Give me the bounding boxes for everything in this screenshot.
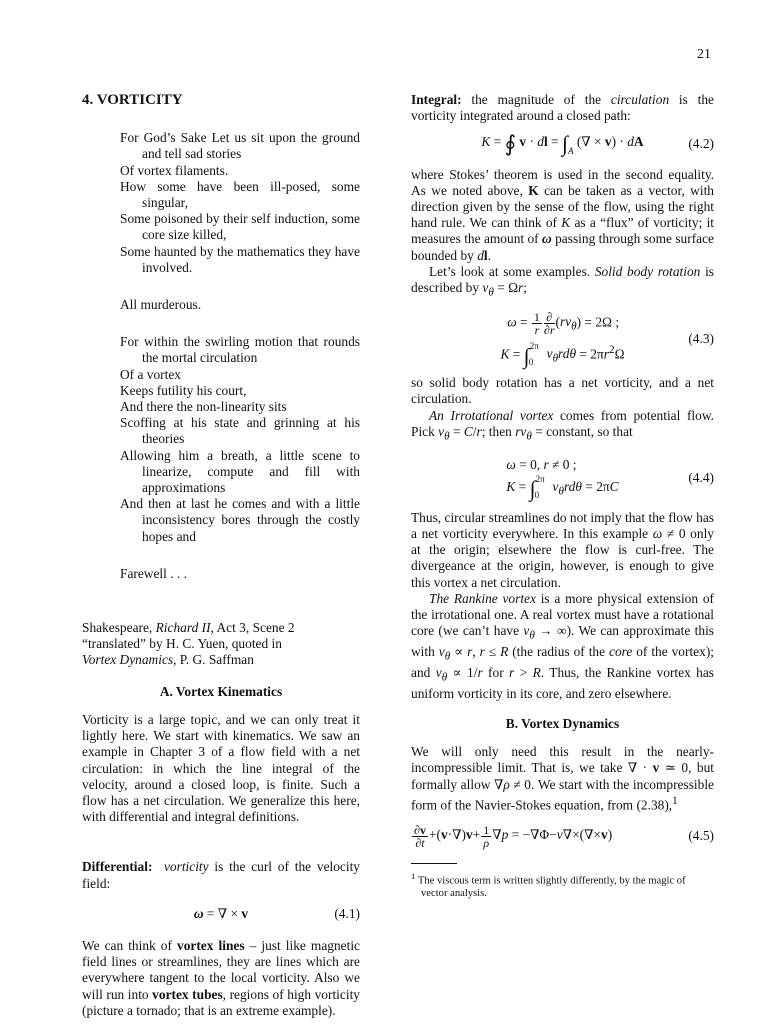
paragraph: where Stokes’ theorem is used in the second equality. As we noted above, K can be taken as a vector, with direction given by the sense of the flow, using the right hand rule. We can think of K as a “flux” of vorticity; it measures the amount of ω passing through some surface bounded by dl.	[411, 166, 715, 263]
poem-line: Keeps futility his court,	[120, 382, 247, 398]
footnote-text: The viscous term is written slightly differently, by the magic of vector analysis.	[417, 875, 686, 900]
text: = constant, so that	[531, 423, 633, 439]
equation-number: (4.1)	[334, 905, 360, 921]
definition-term: circulation	[610, 92, 670, 107]
text: can be taken as a vector, with direction given by the sense of the flow, using the right hand rule. We can think of	[411, 182, 714, 231]
attrib-play-title: Richard II	[155, 620, 211, 636]
poem-line: All murderous.	[120, 297, 202, 313]
footnote-divider	[411, 863, 457, 864]
attrib-text: , Act 3, Scene 2	[210, 620, 295, 636]
text: is the vorticity integrated around a closed path:	[411, 92, 714, 124]
footnote	[411, 870, 714, 901]
poem-stanza-1	[120, 130, 360, 276]
text: . We start with the incompressible form of the Navier-Stokes equation, from (2.38),	[411, 776, 714, 813]
attribution	[82, 620, 360, 669]
equation-4-3	[411, 311, 714, 367]
text: We will only need this result in the nearly-incompressible limit. That is, we take	[411, 744, 714, 776]
poem-stanza-3	[120, 334, 360, 545]
equation-body: K = ∮ v · dl = $\int_A$ (∇ × v) · dA	[481, 131, 644, 157]
poem-line: And then at last he comes and with a little inconsistency bores through the costly hopes and	[120, 496, 360, 544]
equation-4-4	[411, 457, 714, 500]
paragraph: Let’s look at some examples. Solid body rotation is described by $v_\theta = \Omega r$;	[411, 263, 714, 299]
poem-line: For God’s Sake Let us sit upon the ground and tell sad stories	[120, 130, 360, 162]
definition-label: Differential:	[82, 859, 153, 875]
text: , regions of high vorticity (picture a tornado; that is an extreme example).	[82, 986, 360, 1018]
poem-line: Some haunted by the mathematics they have involved.	[120, 243, 360, 275]
text: Let’s look at some examples.	[429, 263, 595, 279]
right-column	[411, 88, 714, 900]
equation-number: (4.2)	[688, 135, 714, 151]
term-vortex-tubes: vortex tubes	[152, 986, 223, 1002]
text: is a more physical extension of the irrotational one. A real vortex must have a rotational core (we can’t have	[411, 590, 714, 639]
poem-line: Of vortex filaments.	[120, 162, 229, 178]
definition-term: vorticity	[163, 859, 209, 875]
paragraph: An Irrotational vortex comes from potential flow. Pick $v_\theta = C/r$; then $rv_\theta$ = constant, so that	[411, 407, 714, 443]
paragraph	[82, 938, 360, 1019]
poem-line: Allowing him a breath, a little scene to linearize, compute and fill with approximations	[120, 447, 360, 496]
text: ; then	[481, 423, 516, 439]
poem-line: Farewell . . .	[120, 565, 187, 581]
equation-number: (4.3)	[688, 330, 714, 346]
section-title: 4. VORTICITY	[82, 92, 183, 108]
attrib-text: , P. G. Saffman	[173, 652, 254, 668]
paragraph: We will only need this result in the nearly-incompressible limit. That is, we take ∇ · v ≃ 0, but formally allow ∇ρ ≠ 0. We start with the incompressible form of the Navier-Stokes equation, from (2.38),$^1$	[411, 744, 714, 813]
page-number: 21	[697, 47, 711, 62]
term-solid-body-rotation: Solid body rotation	[594, 263, 701, 279]
text: Thus, circular streamlines do not imply that the flow has a net vorticity everywhere. In this example	[411, 509, 714, 542]
differential-definition	[82, 859, 360, 891]
subsection-heading-a: A. Vortex Kinematics	[159, 683, 283, 699]
attrib-text: Shakespeare,	[82, 620, 156, 636]
definition-label: Integral:	[411, 92, 462, 107]
equation-4-2	[411, 131, 714, 157]
poem-line: Some poisoned by their self induction, some core size killed,	[120, 211, 360, 243]
equation-body: $\frac{\partial v}{\partial t}$ +(v·∇)v+ $\frac{1}{\rho}$ ∇p = −∇Φ−ν∇×(∇×v)	[414, 822, 613, 850]
text: ). We can approximate this with	[411, 623, 714, 660]
definition-text: is the curl of the velocity field:	[82, 859, 361, 891]
text: only at the origin; elsewhere the flow is curl-free. The divergeance at the origin, however, is enough to give this vortex a net circulation.	[411, 526, 714, 590]
text: comes from potential flow. Pick	[411, 407, 714, 439]
text: of the vortex); and	[411, 644, 715, 680]
attrib-book-title: Vortex Dynamics	[82, 652, 174, 668]
text: , but formally allow	[411, 760, 714, 792]
text: (the radius of the	[508, 644, 609, 660]
paragraph: Vorticity is a large topic, and we can only treat it lightly here. We start with kinematics. We saw an example in Chapter 3 of a flow field with a net circulation: in which the line integral of the velocity, around a closed loop, is finite. Such a flow has a net circulation. We generalize this here, with differential and integral definitions.	[82, 711, 360, 825]
poem-line: Scoffing at his state and grinning at his theories	[120, 415, 360, 447]
poem-stanza-4	[120, 566, 360, 582]
poem-line: And there the non-linearity sits	[120, 399, 287, 415]
text: – just like magnetic field lines or streamlines, they are lines which are everywhere tangent to the local vorticity. Also we will run into	[82, 937, 360, 1002]
poem-line: How some have been ill-posed, some singular,	[120, 178, 360, 211]
term-vortex-lines: vortex lines	[177, 937, 245, 953]
integral-definition	[411, 92, 714, 124]
paragraph: so solid body rotation has a net vorticity, and a net circulation.	[411, 375, 714, 407]
footnote-number: 1	[411, 870, 416, 881]
equation-4-5	[411, 824, 714, 849]
equation-number: (4.5)	[688, 827, 714, 843]
equation-body: ω = 0, r ≠ 0 ; K = ∫$^{2\pi}_0$ $v_\theta rd\theta = 2\pi C$	[506, 456, 619, 501]
equation-4-1	[82, 906, 360, 922]
text: passing through some surface bounded by	[411, 231, 714, 263]
term-rankine-vortex: The Rankine vortex	[429, 590, 536, 606]
text: . Thus, the Rankine vortex has uniform vorticity in its core, and zero elsewhere.	[411, 664, 714, 701]
epigraph-poem	[120, 130, 360, 582]
equation-body: ω = $\frac{1}{r}$ $\frac{\partial}{\partial r}$ $(rv_\theta) = 2\Omega$ ; K = ∫$^{2\pi}_0$ $v_\theta rd\theta = 2\pi r^2\Omega$	[500, 309, 625, 369]
equation-number: (4.4)	[688, 470, 714, 486]
term-core: core	[609, 644, 633, 660]
poem-line: Of a vortex	[120, 366, 181, 382]
text: the magnitude of the	[461, 92, 611, 107]
left-column	[82, 88, 360, 1019]
equation-body: ω = ∇ × v	[193, 905, 249, 921]
subsection-heading-b: B. Vortex Dynamics	[505, 716, 620, 732]
paragraph: The Rankine vortex is a more physical extension of the irrotational one. A real vortex must have a rotational core (we can’t have $v_\theta$ → ∞). We can approximate this with $v_\theta \propto r$, r ≤ R (the radius of the core of the vortex); and $v_\theta \propto 1/r$ for r > R. Thus, the Rankine vortex has uniform vorticity in its core, and zero elsewhere.	[411, 590, 715, 701]
paragraph: Thus, circular streamlines do not imply that the flow has a net vorticity everywhere. In this example ω ≠ 0 only at the origin; elsewhere the flow is curl-free. The divergeance at the origin, however, is enough to give this vortex a net circulation.	[411, 509, 714, 590]
text: for	[482, 664, 510, 680]
text: is described by	[411, 263, 714, 296]
text: as a “flux” of vorticity; it measures the amount of	[411, 215, 715, 247]
text: where Stokes’ theorem is used in the second equality. As we noted above,	[411, 166, 714, 198]
attrib-line: “translated” by H. C. Yuen, quoted in	[82, 636, 282, 652]
text: We can think of	[82, 937, 178, 953]
poem-stanza-2	[120, 297, 360, 313]
term-irrotational-vortex: An Irrotational vortex	[429, 407, 554, 423]
footnote-marker: 1	[672, 794, 678, 807]
poem-line: For within the swirling motion that rounds the mortal circulation	[120, 334, 360, 366]
